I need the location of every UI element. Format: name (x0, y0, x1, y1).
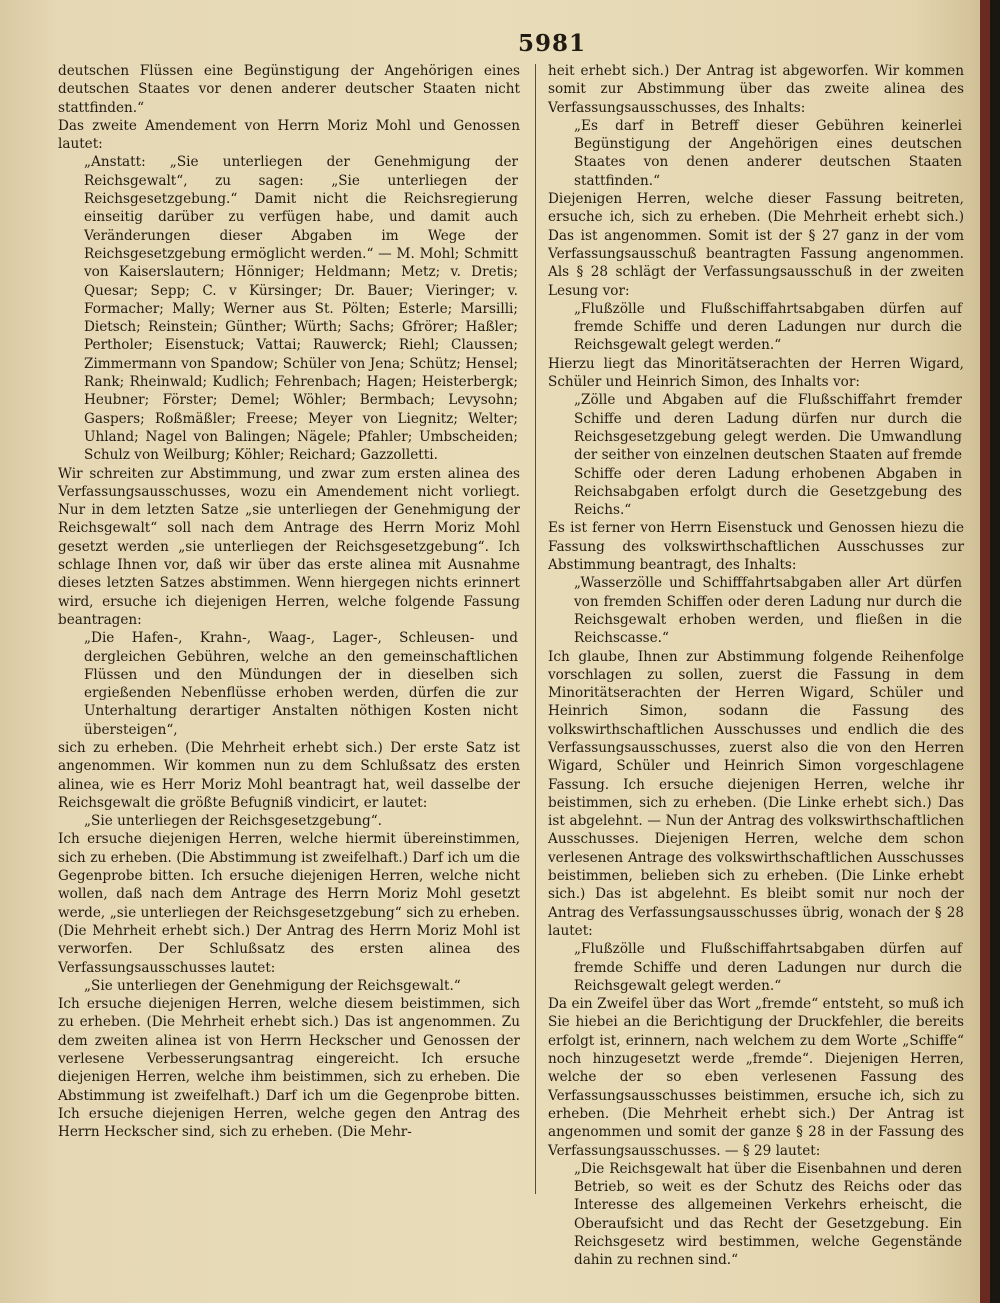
paragraph: Es ist ferner von Herrn Eisenstuck und Genossen hiezu die Fassung des volkswirthschaftlichen Ausschusses zur Abstimmung beantragt, des Inhalts: (548, 520, 964, 574)
page-number: 5981 (518, 30, 587, 57)
quoted-text: „Zölle und Abgaben auf die Flußschiffahrt fremder Schiffe und deren Ladung dürfen nur durch die Reichsgesetzgebung gelegt werden. Die Umwandlung der seither von einzelnen deutschen Staaten auf fremde Schiffe oder deren Ladung erhobenen Abgaben in Reichsabgaben erfolgt durch die Gesetzgebung des Reichs.“ (574, 392, 962, 519)
quoted-text: „Flußzölle und Flußschiffahrtsabgaben dürfen auf fremde Schiffe und deren Ladungen nur durch die Reichsgewalt gelegt werden.“ (574, 300, 962, 354)
paragraph: heit erhebt sich.) Der Antrag ist abgeworfen. Wir kommen somit zur Abstimmung über das zweite alinea des Verfassungsausschusses, des Inhalts: (548, 63, 964, 116)
paragraph: Wir schreiten zur Abstimmung, und zwar zum ersten alinea des Verfassungsausschusses, wozu ein Amendement nicht vorliegt. Nur in dem letzten Satze „sie unterliegen der Genehmigung der Reichsgewalt“ soll nach dem Antrage des Herrn Moriz Mohl gesetzt werden „sie unterliegen der Reichsgesetzgebung“. Ich schlage Ihnen vor, daß wir über das erste alinea mit Ausnahme dieses letzten Satzes abstimmen. Wenn hiergegen nichts erinnert wird, ersuche ich diejenigen Herren, welche folgende Fassung beantragen: (58, 465, 520, 628)
paragraph: Das zweite Amendement von Herrn Moriz Mohl und Genossen lautet: (58, 117, 520, 153)
quoted-amendment: „Anstatt: „Sie unterliegen der Genehmigung der Reichsgewalt“, zu sagen: „Sie unterliegen der Reichsgesetzgebung.“ Damit nicht die Reichsregierung einseitig darüber zu verfügen habe, und damit auch Veränderungen dieser Abgaben im Wege der Reichsgesetzgebung ermöglicht werden.“ — M. Mohl; Schmitt von Kaiserslautern; Hönniger; Heldmann; Metz; v. Dretis; Quesar; Sepp; C. v Kürsinger; Dr. Bauer; Vieringer; v. Formacher; Mally; Werner aus St. Pölten; Esterle; Marsilli; Dietsch; Reinstein; Günther; Würth; Sachs; Gfrörer; Haßler; Pertholer; Eisenstuck; Vattai; Rauwerck; Riehl; Claussen; Zimmermann von Spandow; Schüler von Jena; Schütz; Hensel; Rank; Rheinwald; Kudlich; Fehrenbach; Hagen; Heisterbergk; Heubner; Förster; Demel; Wöhler; Bermbach; Levysohn; Gaspers; Roßmäßler; Freese; Meyer von Liegnitz; Welter; Uhland; Nagel von Balingen; Nägele; Pfahler; Umbscheiden; Schulz von Weilburg; Köhler; Reichard; Gazzolletti. (84, 154, 518, 464)
quoted-text: „Sie unterliegen der Genehmigung der Reichsgewalt.“ (84, 977, 461, 994)
paragraph: Ich ersuche diejenigen Herren, welche hiermit übereinstimmen, sich zu erheben. (Die Abstimmung ist zweifelhaft.) Darf ich um die Gegenprobe bitten. Ich ersuche diejenigen Herren, welche nicht wollen, daß nach dem Antrage des Herrn Moriz Mohl gesetzt werde, „sie unterliegen der Reichsgesetzgebung“ sich zu erheben. (Die Mehrheit erhebt sich.) Der Antrag des Herrn Moriz Mohl ist verworfen. Der Schlußsatz des ersten alinea des Verfassungsausschusses lautet: (58, 831, 520, 976)
quoted-text: „Sie unterliegen der Reichsgesetzgebung“. (84, 813, 383, 830)
left-column (58, 62, 520, 1142)
quoted-text: „Die Reichsgewalt hat über die Eisenbahnen und deren Betrieb, so weit es der Schutz des Reichs oder das Interesse des allgemeinen Verkehrs erheischt, die Oberaufsicht und das Recht der Gesetzgebung. Ein Reichsgesetz wird bestimmen, welche Gegenstände dahin zu rechnen sind.“ (574, 1160, 962, 1269)
paragraph: Da ein Zweifel über das Wort „fremde“ entsteht, so muß ich Sie hiebei an die Berichtigung der Druckfehler, die bereits erfolgt ist, erinnern, nach welchem zu dem Worte „Schiffe“ noch hinzugesetzt werde „fremde“. Diejenigen Herren, welche der so eben verlesenen Fassung des Verfassungsausschusses beistimmen, ersuche ich, sich zu erheben. (Die Mehrheit erhebt sich.) Der Antrag ist angenommen und somit der ganze § 28 in der Fassung des Verfassungsausschusses. — § 29 lautet: (548, 996, 964, 1159)
quoted-text: „Die Hafen-, Krahn-, Waag-, Lager-, Schleusen- und dergleichen Gebühren, welche an den gemeinschaftlichen Flüssen und den Mündungen der in dieselben sich ergießenden Nebenflüsse erhoben werden, dürfen die zur Unterhaltung derartiger Anstalten nöthigen Kosten nicht übersteigen“, (84, 630, 518, 738)
paragraph: deutschen Flüssen eine Begünstigung der Angehörigen eines deutschen Staates vor denen anderer deutscher Staaten nicht stattfinden.“ (58, 63, 520, 116)
paragraph: Diejenigen Herren, welche dieser Fassung beitreten, ersuche ich, sich zu erheben. (Die Mehrheit erhebt sich.) Das ist angenommen. Somit ist der § 27 ganz in der vom Verfassungsausschuß beantragten Fassung angenommen. Als § 28 schlägt der Verfassungsausschuß in der zweiten Lesung vor: (548, 191, 964, 299)
paragraph: Ich ersuche diejenigen Herren, welche diesem beistimmen, sich zu erheben. (Die Mehrheit erhebt sich.) Das ist angenommen. Zu dem zweiten alinea ist von Herrn Heckscher und Genossen der verlesene Verbesserungsantrag eingereicht. Ich ersuche diejenigen Herren, welche ihm beistimmen, sich zu erheben. Die Abstimmung ist zweifelhaft.) Darf ich um die Gegenprobe bitten. Ich ersuche diejenigen Herren, welche gegen den Antrag des Herrn Heckscher sind, sich zu erheben. (Die Mehr- (58, 996, 520, 1141)
quoted-text: „Flußzölle und Flußschiffahrtsabgaben dürfen auf fremde Schiffe und deren Ladungen nur durch die Reichsgewalt gelegt werden.“ (574, 941, 962, 994)
column-divider (535, 64, 536, 1194)
quoted-text: „Wasserzölle und Schifffahrtsabgaben aller Art dürfen von fremden Schiffen oder deren Ladung nur durch die Reichsgewalt erhoben werden, und fließen in die Reichscasse.“ (574, 575, 962, 647)
paragraph: Ich glaube, Ihnen zur Abstimmung folgende Reihenfolge vorschlagen zu sollen, zuerst die Fassung in dem Minoritätserachten der Herren Wigard, Schüler und Heinrich Simon, sodann die Fassung des volkswirthschaftlichen Ausschusses und endlich die des Verfassungsausschusses, zuerst also die von den Herren Wigard, Schüler und Heinrich Simon vorgeschlagene Fassung. Ich ersuche diejenigen Herren, welche ihr beistimmen, sich zu erheben. (Die Linke erhebt sich.) Das ist abgelehnt. — Nun der Antrag des volkswirthschaftlichen Ausschusses. Diejenigen Herren, welche dem schon verlesenen Antrage des volkswirthschaftlichen Ausschusses beistimmen, belieben sich zu erheben. (Die Linke erhebt sich.) Das ist abgelehnt. Es bleibt somit nur noch der Antrag des Verfassungsausschusses übrig, wonach der § 28 lautet: (548, 648, 964, 939)
quoted-text: „Es darf in Betreff dieser Gebühren keinerlei Begünstigung der Angehörigen eines deutschen Staates von denen anderer deutschen Staaten stattfinden.“ (574, 117, 962, 189)
paragraph: sich zu erheben. (Die Mehrheit erhebt sich.) Der erste Satz ist angenommen. Wir kommen nun zu dem Schlußsatz des ersten alinea, wie es Herr Moriz Mohl beantragt hat, weil dasselbe der Reichsgewalt die größte Befugniß vindicirt, er lautet: (58, 739, 520, 811)
right-column (548, 62, 964, 1270)
paragraph: Hierzu liegt das Minoritätserachten der Herren Wigard, Schüler und Heinrich Simon, des Inhalts vor: (548, 355, 964, 391)
book-edge (980, 0, 990, 1303)
